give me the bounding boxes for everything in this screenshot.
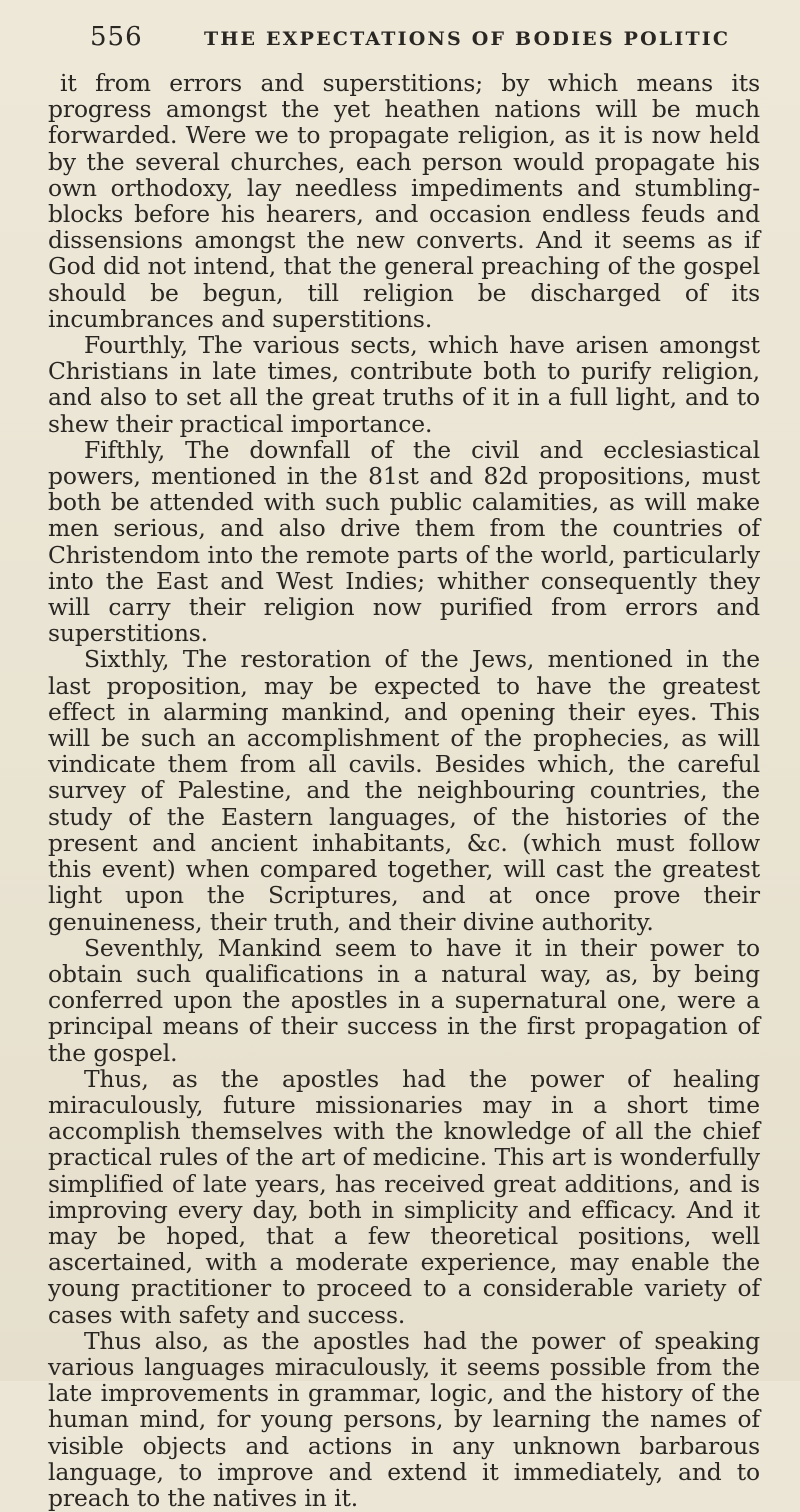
paragraph-healing: Thus, as the apostles had the power of healing miraculously, future missionaries may in a short time accomplish themselves with the knowledge of all the chief practical rules of the art of medicine. This art is wonderfully simplified of late years, has received great additions, and is improving every day, both in simplicity and efficacy. And it may be hoped, that a few theoretical positions, well ascertained, with a moderate experience, may enable the young practitioner to proceed to a considerable variety of cases with safety and success. — [48, 1064, 760, 1329]
page-number: 556 — [90, 22, 143, 52]
body-text — [48, 70, 760, 1511]
paragraph-continuation: it from errors and superstitions; by which means its progress amongst the yet heathen nations will be much forwarded. Were we to propagate religion, as it is now held by the several churches, each person would propagate his own orthodoxy, lay needless impediments and stumbling-blocks before his hearers, and occasion endless feuds and dissensions amongst the new converts. And it seems as if God did not intend, that the general preaching of the gospel should be begun, till religion be discharged of its incumbrances and superstitions. — [48, 69, 760, 333]
paragraph-fifthly: Fifthly, The downfall of the civil and ecclesiastical powers, mentioned in the 81st and 82d propositions, must both be attended with such public calamities, as will make men serious, and also drive them from the countries of Christendom into the remote parts of the world, particularly into the East and West Indies; whither consequently they will carry their religion now purified from errors and superstitions. — [48, 435, 760, 648]
paragraph-languages: Thus also, as the apostles had the power of speaking various languages miraculously, it seems possible from the late improvements in grammar, logic, and the history of the human mind, for young persons, by learning the names of visible objects and actions in any unknown barbarous language, to improve and extend it immediately, and to preach to the natives in it. — [48, 1326, 760, 1512]
paragraph-seventhly: Seventhly, Mankind seem to have it in their power to obtain such qualifications in a natural way, as, by being conferred upon the apostles in a supernatural one, were a principal means of their success in the first propagation of the gospel. — [48, 933, 760, 1067]
paragraph-fourthly: Fourthly, The various sects, which have arisen amongst Christians in late times, contribute both to purify religion, and also to set all the great truths of it in a full light, and to shew their practical importance. — [48, 331, 760, 438]
paragraph-sixthly: Sixthly, The restoration of the Jews, mentioned in the last proposition, may be expected to have the greatest effect in alarming mankind, and opening their eyes. This will be such an accomplishment of the prophecies, as will vindicate them from all cavils. Besides which, the careful survey of Palestine, and the neighbouring countries, the study of the Eastern languages, of the histories of the present and ancient inhabitants, &c. (which must follow this event) when compared together, will cast the greatest light upon the Scriptures, and at once prove their genuineness, their truth, and their divine authority. — [48, 645, 760, 936]
page-header — [48, 22, 760, 64]
running-head: THE EXPECTATIONS OF BODIES POLITIC — [204, 28, 731, 50]
